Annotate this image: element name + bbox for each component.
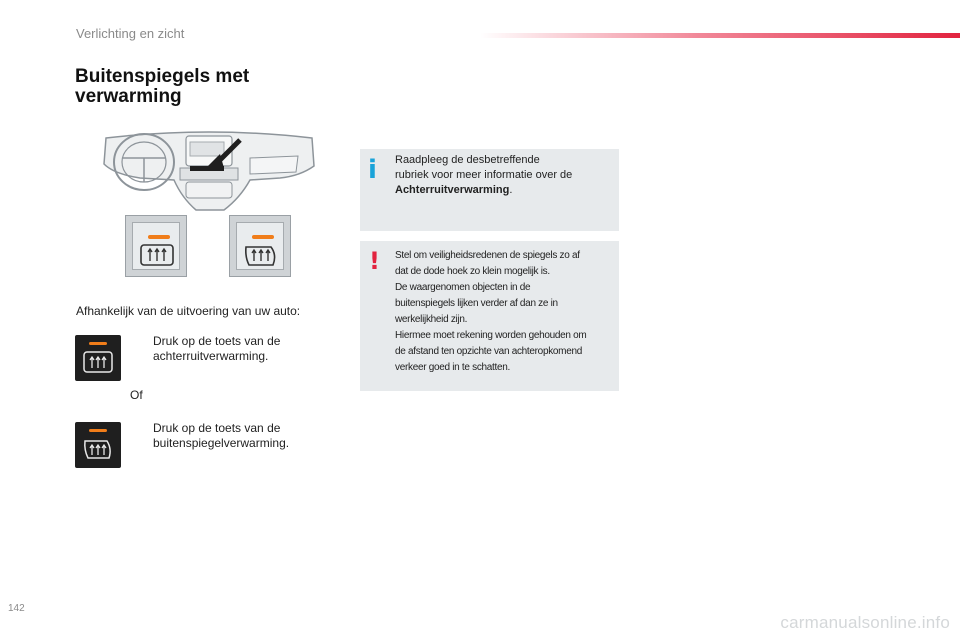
or-label: Of: [130, 388, 143, 402]
dashboard-icon: [100, 128, 318, 212]
warning-text: [395, 248, 617, 376]
rear-window-defrost-button: [75, 335, 121, 381]
warning-line: dat de dode hoek zo klein mogelijk is.: [395, 266, 550, 277]
page-heading-line1: Buitenspiegels met: [75, 66, 250, 87]
indicator-light: [89, 342, 107, 345]
step-2-line2: buitenspiegelverwarming.: [153, 436, 290, 450]
indicator-light: [89, 429, 107, 432]
step-2-line1: Druk op de toets van de: [153, 421, 281, 435]
step-1-line1: Druk op de toets van de: [153, 334, 281, 348]
info-line2: rubriek voor meer informatie over de: [395, 169, 573, 181]
intro-text: Afhankelijk van de uitvoering van uw auto:: [76, 304, 301, 318]
warning-line: Stel om veiligheidsredenen de spiegels zo af: [395, 250, 580, 261]
warning-box: [360, 241, 619, 391]
info-tail: .: [509, 184, 513, 196]
warning-line: De waargenomen objecten in de: [395, 282, 531, 293]
rear-window-defrost-icon: [139, 243, 175, 267]
info-bold-term: Achterruitverwarming: [395, 184, 510, 196]
section-title: Verlichting en zicht: [76, 26, 185, 41]
info-text: [395, 153, 615, 198]
step-1-line2: achterruitverwarming.: [153, 349, 269, 363]
info-icon: i: [368, 155, 377, 185]
mirror-defrost-button: [75, 422, 121, 468]
warning-line: buitenspiegels lijken verder af dan ze in: [395, 298, 558, 309]
rear-window-defrost-icon: [83, 351, 113, 373]
watermark: carmanualsonline.info: [780, 613, 950, 632]
info-line3: [395, 183, 615, 198]
info-line1: Raadpleeg de desbetreffende: [395, 154, 540, 166]
warning-line: Hiermee moet rekening worden gehouden om: [395, 330, 587, 341]
indicator-light: [148, 235, 170, 239]
page-heading: [75, 67, 335, 107]
warning-line: verkeer goed in te schatten.: [395, 362, 511, 373]
step-1-text: [153, 334, 323, 364]
mirror-defrost-tile: [229, 215, 291, 277]
page-heading-line2: verwarming: [75, 86, 182, 107]
mirror-defrost-icon: [243, 243, 279, 267]
page-number: 142: [8, 603, 25, 614]
warning-line: de afstand ten opzichte van achteropkomend: [395, 346, 582, 357]
header-accent-line: [480, 33, 960, 38]
mirror-defrost-icon: [83, 438, 113, 460]
warning-icon: !: [369, 247, 380, 275]
rear-window-defrost-tile: [125, 215, 187, 277]
info-box: [360, 149, 619, 231]
indicator-light: [252, 235, 274, 239]
warning-line: werkelijkheid zijn.: [395, 314, 468, 325]
step-2-text: [153, 421, 333, 451]
